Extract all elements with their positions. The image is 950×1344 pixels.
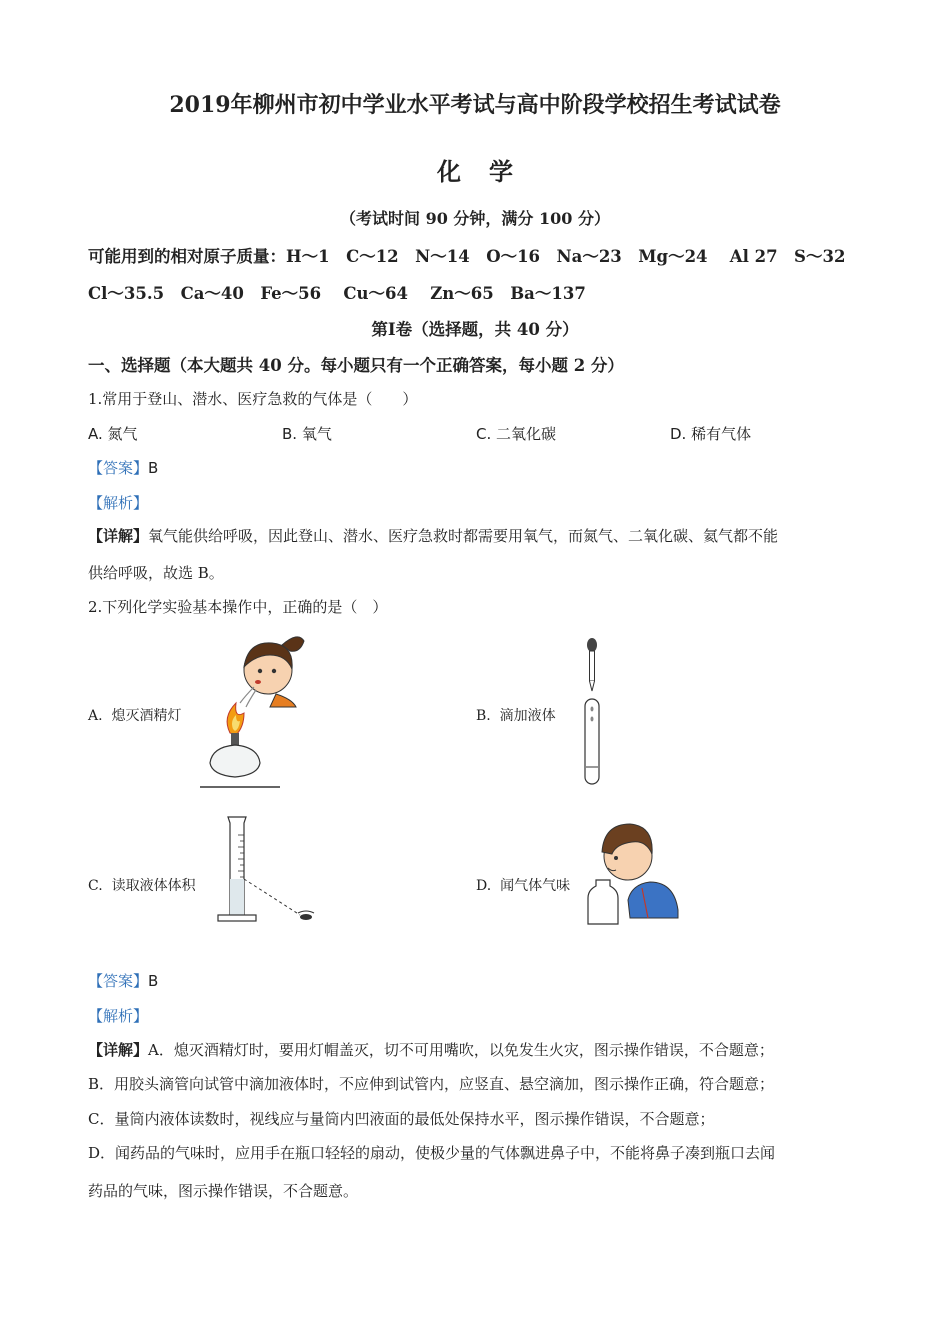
q1-analysis-label: 【解析】 — [88, 494, 149, 512]
q2-option-b — [476, 705, 556, 725]
q2-option-a-text: 熄灭酒精灯 — [111, 708, 182, 724]
q2-detail-d-line-2: 药品的气味，图示操作错误，不合题意。 — [88, 1182, 359, 1200]
q1-stem: 1.常用于登山、潜水、医疗急救的气体是（ ） — [88, 390, 418, 408]
q2-detail-a-text: A．熄灭酒精灯时，要用灯帽盖灭，切不可用嘴吹，以免发生火灾，图示操作错误，不合题意； — [148, 1041, 774, 1059]
q1-option-a-text: 氮气 — [107, 425, 138, 443]
q1-option-c — [476, 423, 556, 444]
q2-option-c-letter: C. — [88, 878, 103, 894]
q2-detail-label: 【详解】 — [88, 1041, 149, 1059]
q1-option-a — [88, 423, 138, 444]
q1-answer — [88, 457, 158, 478]
q2-stem: 2.下列化学实验基本操作中，正确的是（ ） — [88, 598, 388, 616]
q1-detail-line-1 — [88, 525, 778, 546]
q2-detail-a — [88, 1039, 774, 1060]
q2-detail-c: C．量筒内液体读数时，视线应与量筒内凹液面的最低处保持水平，图示操作错误，不合题意； — [88, 1110, 715, 1128]
graduated-cylinder-icon — [212, 815, 332, 933]
section-title: 一、选择题（本大题共 40 分。每小题只有一个正确答案，每小题 2 分） — [88, 356, 624, 375]
q2-option-a-letter: A. — [88, 708, 103, 724]
q1-option-d-text: 稀有气体 — [691, 425, 752, 443]
q1-answer-value: B — [148, 459, 159, 477]
q2-option-b-letter: B. — [476, 708, 491, 724]
atomic-mass-line-1: 可能用到的相对原子质量：H～1 C～12 N～14 O～16 Na～23 Mg～24 Al 27 S～32 — [88, 247, 846, 266]
q2-answer — [88, 970, 158, 991]
q1-detail-label: 【详解】 — [88, 527, 149, 545]
q2-answer-label: 【答案】 — [88, 972, 149, 990]
subject-title: 化学 — [437, 157, 541, 186]
q1-option-c-letter: C. — [476, 425, 492, 443]
q1-option-d-letter: D. — [670, 425, 687, 443]
q2-option-c — [88, 875, 196, 895]
exam-title: 2019年柳州市初中学业水平考试与高中阶段学校招生考试试卷 — [169, 92, 781, 118]
exam-info: （考试时间 90 分钟，满分 100 分） — [340, 209, 610, 228]
q1-option-b — [282, 423, 332, 444]
atomic-mass-line-2: Cl～35.5 Ca～40 Fe～56 Cu～64 Zn～65 Ba～137 — [88, 284, 586, 303]
q2-option-d-text: 闻气体气味 — [500, 878, 571, 894]
q1-option-b-text: 氧气 — [301, 425, 332, 443]
q2-detail-b: B．用胶头滴管向试管中滴加液体时，不应伸到试管内，应竖直、悬空滴加，图示操作正确，符合题意； — [88, 1075, 775, 1093]
q2-option-a — [88, 705, 181, 725]
q2-option-d — [476, 875, 570, 895]
dropper-test-tube-icon — [580, 637, 610, 792]
alcohol-lamp-blow-icon — [200, 625, 310, 790]
q2-option-c-text: 读取液体体积 — [111, 878, 196, 894]
q2-option-b-text: 滴加液体 — [499, 708, 556, 724]
q1-answer-label: 【答案】 — [88, 459, 149, 477]
q2-detail-d-line-1: D．闻药品的气味时，应用手在瓶口轻轻的扇动，使极少量的气体飘进鼻子中，不能将鼻子凑到瓶口去闻 — [88, 1144, 776, 1162]
smell-gas-bottle-icon — [588, 818, 680, 928]
q1-option-c-text: 二氧化碳 — [496, 425, 557, 443]
q1-option-b-letter: B. — [282, 425, 298, 443]
q1-option-a-letter: A. — [88, 425, 103, 443]
volume-title: 第Ⅰ卷（选择题，共 40 分） — [371, 320, 579, 339]
q1-detail-line-2: 供给呼吸，故选 B。 — [88, 564, 224, 582]
q1-option-d — [670, 423, 751, 444]
q2-option-d-letter: D. — [476, 878, 492, 894]
q2-analysis-label: 【解析】 — [88, 1007, 149, 1025]
q2-answer-value: B — [148, 972, 159, 990]
q1-detail-text-1: 氧气能供给呼吸，因此登山、潜水、医疗急救时都需要用氧气，而氮气、二氧化碳、氦气都不能 — [148, 527, 779, 545]
